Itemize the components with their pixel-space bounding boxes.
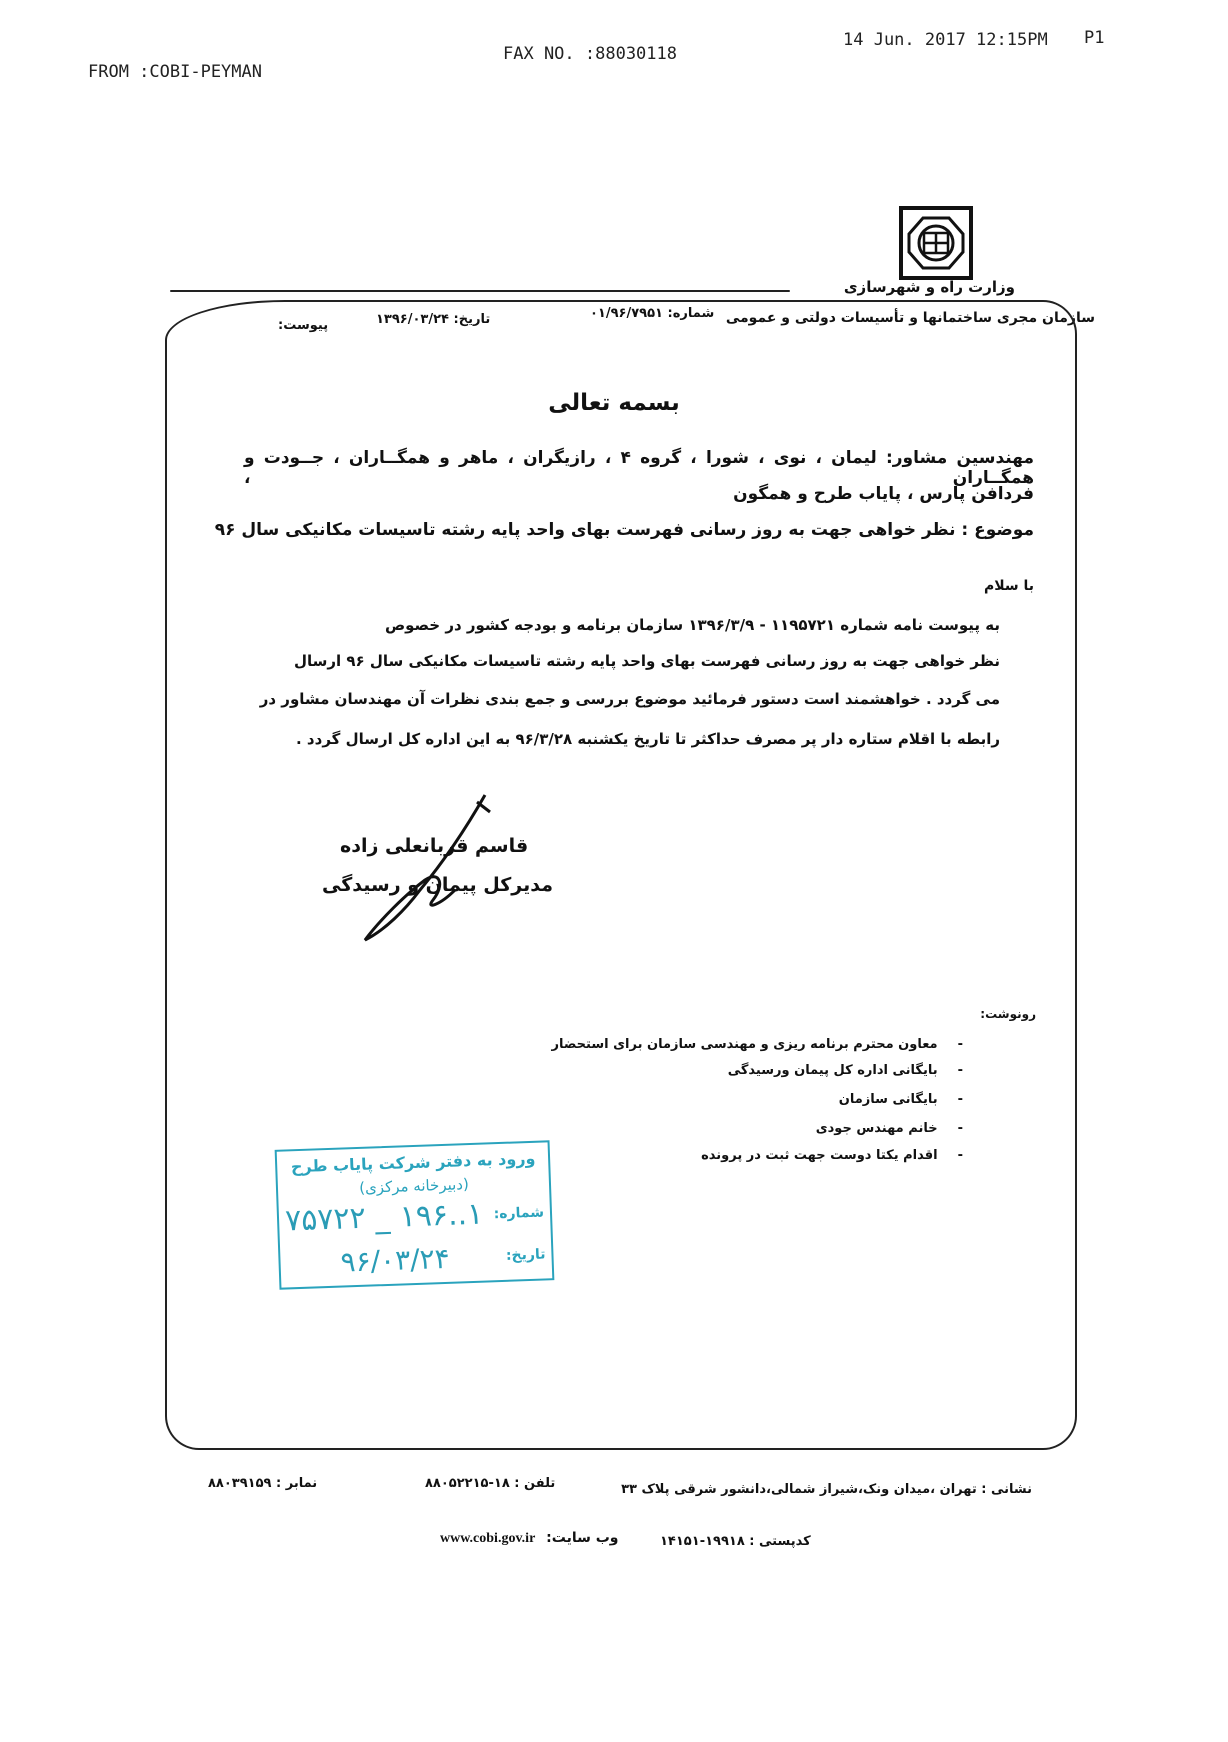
cc-item-text: معاون محترم برنامه ریزی و مهندسی سازمان برای استحضار (551, 1037, 938, 1052)
fax-datetime: 14 Jun. 2017 12:15PM (843, 30, 1048, 50)
signer-title: مدیرکل پیمان و رسیدگی (322, 874, 553, 896)
footer-phone: تلفن : ۱۸-۸۸۰۵۲۲۱۵ (425, 1476, 556, 1491)
footer-address: نشانی : تهران ،میدان ونک،شیراز شمالی،دانشور شرقی پلاک ۳۳ (621, 1482, 1032, 1497)
letter-date-value: ۱۳۹۶/۰۳/۲۴ (376, 312, 449, 327)
invocation: بسمه تعالی (548, 390, 680, 416)
ministry-logo-icon (897, 204, 975, 282)
cc-dash: - (957, 1121, 963, 1136)
received-stamp (275, 1140, 555, 1290)
fax-number: FAX NO. :88030118 (503, 44, 677, 64)
handwritten-signature (345, 790, 525, 950)
cc-dash: - (957, 1092, 963, 1107)
subject-line: موضوع : نظر خواهی جهت به روز رسانی فهرست بهای واحد پایه رشته تاسیسات مکانیکی سال ۹۶ (214, 520, 1034, 540)
fax-from: FROM :COBI-PEYMAN (88, 62, 262, 82)
cc-item (839, 1092, 963, 1107)
fax-page: P1 (1084, 28, 1105, 48)
cc-heading: رونوشت: (980, 1007, 1036, 1021)
signer-name: قاسم قربانعلی زاده (340, 835, 529, 857)
cc-dash: - (957, 1037, 963, 1052)
attachment-label: پیوست: (278, 318, 329, 333)
body-line-4: رابطه با اقلام ستاره دار پر مصرف حداکثر تا تاریخ یکشنبه ۹۶/۳/۲۸ به این اداره کل ارسال گردد . (296, 730, 1000, 748)
footer-website-label: وب سایت: (546, 1530, 619, 1546)
cc-item (816, 1121, 963, 1136)
cc-item-text: بایگانی اداره کل پیمان ورسیدگی (727, 1063, 938, 1078)
cc-item-text: اقدام یکتا دوست جهت ثبت در پرونده (701, 1148, 938, 1163)
cc-item-text: بایگانی سازمان (838, 1092, 938, 1107)
header-rule (170, 290, 790, 292)
recipients-line-1: مهندسین مشاور: لیمان ، نوی ، شورا ، گروه ۴ ، رازیگران ، ماهر و همگــاران ، جــودت و همگــاران ، (244, 448, 1034, 488)
cc-dash: - (957, 1148, 963, 1163)
letter-date-label: تاریخ: (453, 312, 491, 327)
cc-item (728, 1063, 963, 1078)
cc-item (552, 1037, 964, 1052)
stamp-line-2: (دبیرخانه مرکزی) (358, 1175, 470, 1197)
stamp-date-label: تاریخ: (505, 1246, 546, 1264)
body-line-3: می گردد . خواهشمند است دستور فرمائید موضوع بررسی و جمع بندی نظرات آن مهندسان مشاور در (259, 690, 1000, 708)
stamp-number-value: ۱..۱۹۶ _ ۷۵۷۲۲ (284, 1196, 484, 1239)
letter-number-value: ۰۱/۹۶/۷۹۵۱ (590, 306, 663, 321)
organization-name: سازمان مجری ساختمانها و تأسیسات دولتی و عمومی (725, 310, 1095, 326)
footer-website-url[interactable]: www.cobi.gov.ir (440, 1531, 536, 1546)
stamp-date-value: ۹۶/۰۳/۲۴ (340, 1241, 451, 1279)
body-line-1: به پیوست نامه شماره ۱۱۹۵۷۲۱ - ۱۳۹۶/۳/۹ سازمان برنامه و بودجه کشور در خصوص (384, 616, 1000, 634)
body-line-2: نظر خواهی جهت به روز رسانی فهرست بهای واحد پایه رشته تاسیسات مکانیکی سال ۹۶ ارسال (293, 652, 1000, 670)
stamp-number-label: شماره: (493, 1204, 545, 1223)
footer-postal-code: کدپستی : ۱۹۹۱۸-۱۴۱۵۱ (660, 1534, 811, 1549)
footer-website (440, 1530, 619, 1547)
footer-fax: نمابر : ۸۸۰۳۹۱۵۹ (208, 1476, 318, 1491)
cc-dash: - (957, 1063, 963, 1078)
cc-item-text: خانم مهندس جودی (815, 1121, 938, 1136)
letter-number-label: شماره: (667, 306, 715, 321)
stamp-line-1: ورود به دفتر شرکت پایاب طرح (290, 1148, 536, 1177)
greeting: با سلام (983, 578, 1034, 594)
cc-item (701, 1148, 963, 1163)
ministry-name: وزارت راه و شهرسازی (843, 278, 1015, 296)
recipients-line-2: فردافن پارس ، پایاب طرح و همگون (733, 484, 1034, 504)
